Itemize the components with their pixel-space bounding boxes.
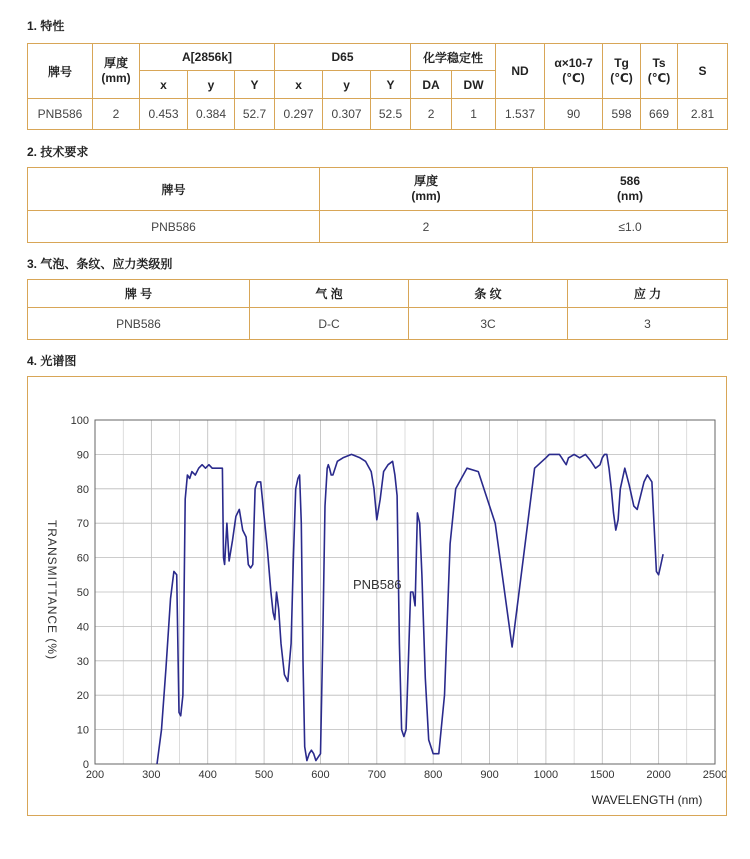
- header-stress: 应 力: [568, 280, 728, 308]
- y-tick-label: 60: [76, 552, 89, 565]
- table-cell: 52.5: [371, 99, 411, 130]
- series-line-PNB586: [157, 454, 663, 764]
- y-axis-label: TRANSMITTANCE (%): [45, 519, 59, 661]
- header-a2856k: A[2856k]: [140, 44, 275, 71]
- y-tick-label: 100: [70, 415, 89, 427]
- section-title-requirements: 2. 技术要求: [27, 145, 89, 159]
- properties-table: [27, 43, 728, 130]
- header-brand: 牌 号: [28, 280, 250, 308]
- header-bubble: 气 泡: [250, 280, 409, 308]
- table-cell: 669: [641, 99, 678, 130]
- spectrum-chart-frame: [27, 376, 727, 816]
- x-tick-label: 2500: [702, 769, 726, 781]
- x-axis-label: WAVELENGTH (nm): [591, 793, 703, 807]
- table-row: [28, 308, 728, 340]
- table-cell: 3: [568, 308, 728, 340]
- header-a-y: y: [188, 71, 235, 99]
- x-tick-label: 2000: [646, 769, 671, 781]
- table-cell: 52.7: [235, 99, 275, 130]
- table-cell: 0.297: [275, 99, 323, 130]
- x-tick-label: 700: [367, 769, 386, 781]
- grades-table: [27, 279, 728, 340]
- header-thickness: 厚度 (mm): [320, 168, 533, 211]
- section-title-properties: 1. 特性: [27, 19, 65, 33]
- y-tick-label: 90: [76, 449, 89, 462]
- table-cell: 2.81: [678, 99, 728, 130]
- requirements-table: [27, 167, 728, 243]
- table-cell: D-C: [250, 308, 409, 340]
- header-nd: ND: [496, 44, 545, 99]
- header-tg: Tg (℃): [603, 44, 641, 99]
- table-cell: 3C: [409, 308, 568, 340]
- x-tick-label: 500: [254, 769, 274, 781]
- x-tick-label: 1500: [590, 769, 615, 781]
- table-cell: 1.537: [496, 99, 545, 130]
- header-s: S: [678, 44, 728, 99]
- table-cell: 1: [452, 99, 496, 130]
- table-cell: 2: [93, 99, 140, 130]
- y-tick-label: 10: [76, 724, 89, 737]
- table-cell: 2: [411, 99, 452, 130]
- header-thickness: 厚度 (mm): [93, 44, 140, 99]
- header-586nm: 586 (nm): [533, 168, 728, 211]
- header-brand: 牌号: [28, 44, 93, 99]
- table-cell: 0.453: [140, 99, 188, 130]
- y-tick-label: 0: [82, 759, 89, 771]
- header-dw: DW: [452, 71, 496, 99]
- y-tick-label: 50: [76, 587, 89, 599]
- table-cell: 0.307: [323, 99, 371, 130]
- header-a-x: x: [140, 71, 188, 99]
- brand-link[interactable]: PNB586: [28, 308, 250, 340]
- header-d65: D65: [275, 44, 411, 71]
- header-a-Y: Y: [235, 71, 275, 99]
- header-brand: 牌号: [28, 168, 320, 211]
- x-tick-label: 400: [198, 769, 217, 781]
- y-tick-label: 30: [76, 655, 89, 668]
- table-cell: ≤1.0: [533, 211, 728, 243]
- header-d65-x: x: [275, 71, 323, 99]
- table-cell: 0.384: [188, 99, 235, 130]
- header-ts: Ts (℃): [641, 44, 678, 99]
- curve-annotation: PNB586: [353, 577, 402, 592]
- y-tick-label: 70: [76, 518, 89, 531]
- brand-link[interactable]: PNB586: [28, 211, 320, 243]
- header-d65-y: y: [323, 71, 371, 99]
- header-alpha: α×10-7 (℃): [545, 44, 603, 99]
- x-tick-label: 800: [424, 769, 443, 781]
- header-d65-Y: Y: [371, 71, 411, 99]
- y-tick-label: 20: [76, 690, 89, 703]
- x-tick-label: 600: [311, 769, 330, 781]
- x-tick-label: 300: [142, 769, 161, 781]
- x-tick-label: 900: [480, 769, 499, 781]
- section-title-spectrum: 4. 光谱图: [27, 354, 77, 368]
- spectrum-chart: [28, 377, 726, 815]
- header-chemical-stability: 化学稳定性: [411, 44, 496, 71]
- section-title-grades: 3. 气泡、条纹、应力类级别: [27, 257, 173, 271]
- table-row: [28, 211, 728, 243]
- table-cell: 598: [603, 99, 641, 130]
- header-striae: 条 纹: [409, 280, 568, 308]
- table-row: [28, 99, 728, 130]
- table-cell: 2: [320, 211, 533, 243]
- y-tick-label: 80: [76, 483, 89, 496]
- header-da: DA: [411, 71, 452, 99]
- x-tick-label: 200: [85, 769, 105, 781]
- x-tick-label: 1000: [533, 769, 559, 781]
- table-cell: 90: [545, 99, 603, 130]
- y-tick-label: 40: [76, 621, 89, 634]
- brand-link[interactable]: PNB586: [28, 99, 93, 130]
